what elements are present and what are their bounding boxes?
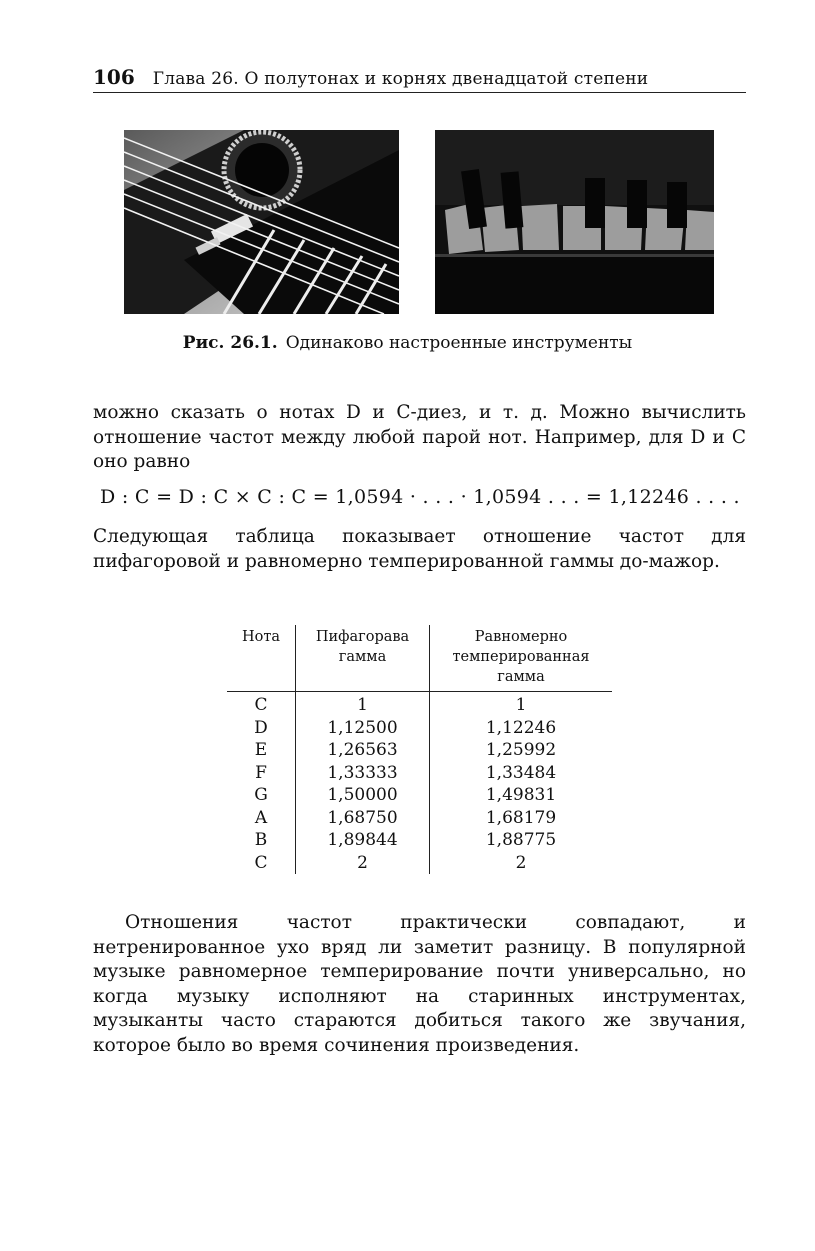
cell-pythagorean: 1,89844: [296, 829, 430, 852]
cell-note: D: [227, 717, 296, 740]
paragraph-3: Отношения частот практически совпадают, и нетренированное ухо вряд ли заметит разницу. В популярной музыке равномерное темперирование почти универсально, но когда музыку исполняют на старинных инструментах, музыканты часто стараются добиться такого же звучания, которое было во время сочинения произведения.: [93, 912, 746, 1056]
cell-note: C: [227, 852, 296, 875]
table-row: [227, 829, 612, 852]
cell-pythagorean: 1,68750: [296, 807, 430, 830]
figure-label: Рис. 26.1.: [182, 333, 278, 353]
cell-note: E: [227, 739, 296, 762]
page-number: 106: [93, 65, 135, 89]
chapter-title: Глава 26. О полутонах и корнях двенадцатой степени: [152, 69, 649, 89]
table-row: [227, 739, 612, 762]
column-header-note: Нота: [227, 625, 296, 692]
table-header-row: [227, 625, 612, 692]
cell-pythagorean: 2: [296, 852, 430, 875]
table-row: [227, 692, 612, 717]
guitar-photo: [124, 130, 399, 314]
cell-equal-tempered: 1,68179: [485, 807, 557, 828]
cell-equal-tempered: 1,25992: [485, 740, 557, 760]
cell-pythagorean: 1,50000: [296, 784, 430, 807]
cell-equal-tempered: 2: [515, 852, 527, 873]
figure-caption: [0, 333, 815, 353]
ratio-formula: D : C = D : C × C : C = 1,0594 · . . . · 1,0594 . . . = 1,12246 . . . .: [100, 486, 740, 508]
piano-photo: [435, 130, 714, 314]
cell-equal-tempered: 1,12246: [485, 717, 557, 738]
table-row: [227, 852, 612, 875]
cell-equal-tempered: 1,88775: [485, 830, 557, 850]
paragraph-1: можно сказать о нотах D и C-диез, и т. д. Можно вычислить отношение частот между любой парой нот. Например, для D и C оно равно: [93, 402, 746, 472]
page-header: [93, 64, 746, 93]
table-row: [227, 717, 612, 740]
cell-note: F: [227, 762, 296, 785]
cell-equal-tempered: 1,49831: [485, 785, 557, 805]
cell-pythagorean: 1: [296, 692, 430, 717]
cell-pythagorean: 1,12500: [296, 717, 430, 740]
cell-equal-tempered: 1,33484: [485, 762, 557, 783]
paragraph-2: Следующая таблица показывает отношение частот для пифагоровой и равномерно темперированной гаммы до-мажор.: [93, 526, 746, 572]
table-row: [227, 762, 612, 785]
column-header-equal-tempered: Равномерно темперированная гамма: [430, 625, 613, 692]
table-row: [227, 807, 612, 830]
cell-note: B: [227, 829, 296, 852]
cell-note: A: [227, 807, 296, 830]
figure-caption-text: Одинаково настроенные инструменты: [285, 333, 633, 353]
cell-note: G: [227, 784, 296, 807]
cell-equal-tempered: 1: [515, 695, 527, 715]
cell-pythagorean: 1,26563: [296, 739, 430, 762]
column-header-pythagorean: Пифагорава гамма: [296, 625, 430, 692]
cell-pythagorean: 1,33333: [296, 762, 430, 785]
table-row: [227, 784, 612, 807]
frequency-ratio-table: [227, 625, 612, 874]
cell-note: C: [227, 692, 296, 717]
